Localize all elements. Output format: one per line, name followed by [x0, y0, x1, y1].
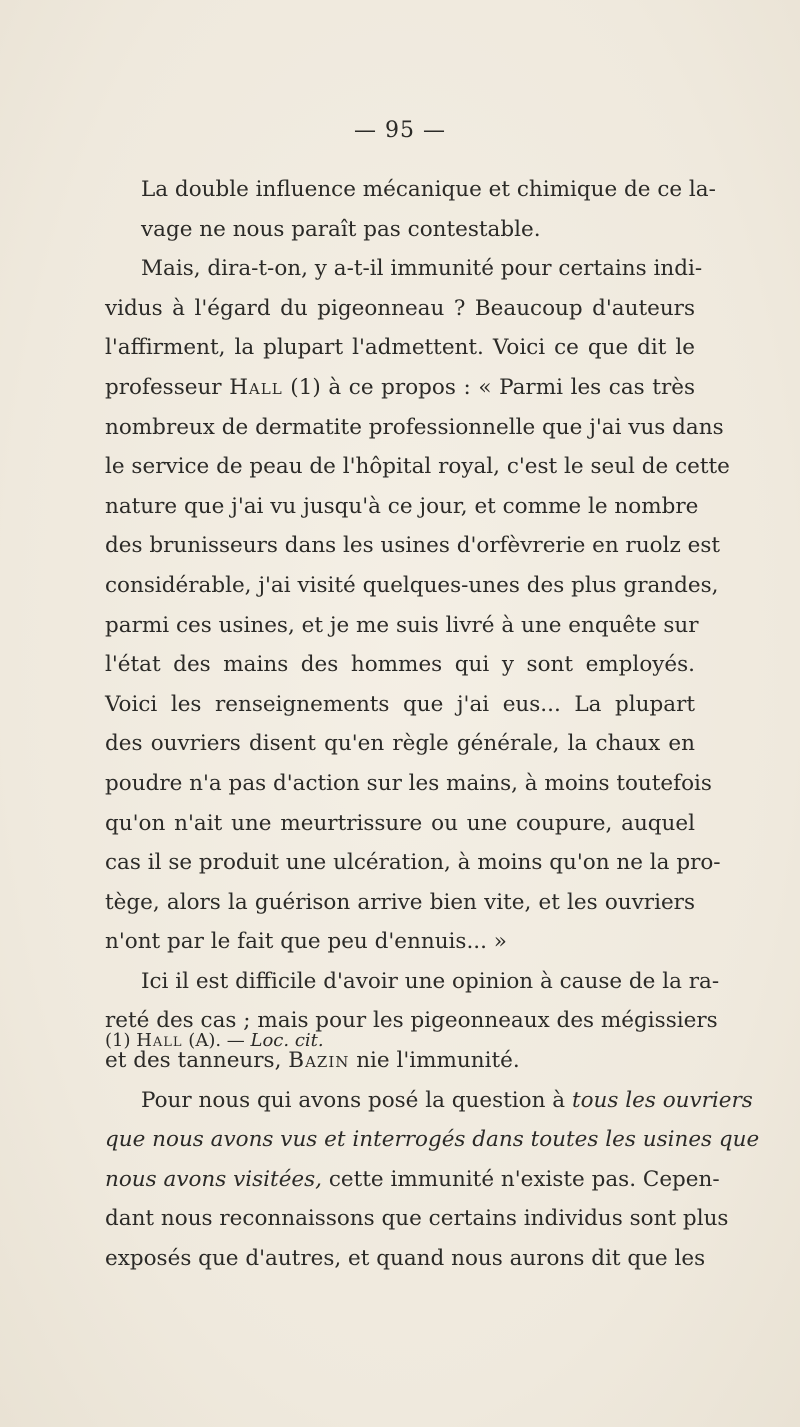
- body-text: [105, 170, 760, 1279]
- text-line: le service de peau de l'hôpital royal, c'est le seul de cette: [105, 454, 730, 480]
- paragraph-4: [105, 1081, 760, 1279]
- text-line: qu'on n'ait une meurtrissure ou une coupure, auquel: [105, 810, 695, 836]
- text-line: vidus à l'égard du pigeonneau ? Beaucoup d'auteurs: [105, 295, 695, 321]
- text-line: nombreux de dermatite professionnelle que j'ai vus dans: [105, 414, 724, 440]
- paragraph-1: [105, 170, 716, 249]
- italic-fragment: nous avons visitées,: [105, 1166, 323, 1192]
- text-fragment: cette immunité n'existe pas. Cepen-: [322, 1166, 720, 1192]
- text-line: [105, 1160, 720, 1200]
- footnote-author: Hall: [136, 1030, 183, 1051]
- italic-fragment: tous les ouvriers: [571, 1087, 753, 1113]
- text-line: l'état des mains des hommes qui y sont employés.: [105, 652, 695, 678]
- page-number: — 95 —: [354, 118, 446, 143]
- author-name: Hall: [229, 374, 283, 400]
- text-fragment: Pour nous qui avons posé la question à: [141, 1087, 572, 1113]
- text-line: vage ne nous paraît pas contestable.: [141, 216, 541, 242]
- footnote: [105, 1028, 695, 1054]
- text-line: n'ont par le fait que peu d'ennuis... »: [105, 929, 507, 955]
- text-fragment: (1) à ce propos : « Parmi les cas très: [282, 374, 695, 400]
- text-line: cas il se produit une ulcération, à moins qu'on ne la pro-: [105, 850, 721, 876]
- text-line: nature que j'ai vu jusqu'à ce jour, et comme le nombre: [105, 493, 699, 519]
- paragraph-2: [105, 249, 730, 962]
- text-line: [105, 1081, 753, 1121]
- text-line: reté des cas ; mais pour les pigeonneaux des mégissiers: [105, 1008, 718, 1034]
- text-fragment: nie l'immunité.: [349, 1048, 520, 1074]
- text-fragment: professeur: [105, 374, 230, 400]
- text-line: parmi ces usines, et je me suis livré à une enquête sur: [105, 612, 699, 638]
- text-line: Mais, dira-t-on, y a-t-il immunité pour certains indi-: [141, 256, 703, 282]
- paragraph-3: [105, 962, 720, 1081]
- text-line: l'affirment, la plupart l'admettent. Voici ce que dit le: [105, 335, 695, 361]
- footnote-citation: Loc. cit.: [250, 1030, 324, 1051]
- author-name: Bazin: [288, 1048, 350, 1074]
- footnote-number: (1): [105, 1030, 137, 1051]
- text-line: tège, alors la guérison arrive bien vite, et les ouvriers: [105, 889, 695, 915]
- text-line: considérable, j'ai visité quelques-unes des plus grandes,: [105, 572, 719, 598]
- text-fragment: et des tanneurs,: [105, 1048, 289, 1074]
- text-line: poudre n'a pas d'action sur les mains, à moins toutefois: [105, 770, 712, 796]
- text-line: [105, 368, 695, 408]
- text-line: des ouvriers disent qu'en règle générale, la chaux en: [105, 731, 695, 757]
- text-line: Voici les renseignements que j'ai eus... La plupart: [105, 691, 695, 717]
- text-line: dant nous reconnaissons que certains individus sont plus: [105, 1206, 729, 1232]
- text-line: des brunisseurs dans les usines d'orfèvrerie en ruolz est: [105, 533, 721, 559]
- text-line: La double influence mécanique et chimique de ce la-: [141, 177, 716, 202]
- footnote-text: (A). —: [182, 1030, 251, 1051]
- text-line: Ici il est difficile d'avoir une opinion à cause de la ra-: [141, 968, 720, 994]
- text-line: exposés que d'autres, et quand nous aurons dit que les: [105, 1246, 706, 1272]
- text-line: que nous avons vus et interrogés dans toutes les usines que: [105, 1127, 760, 1153]
